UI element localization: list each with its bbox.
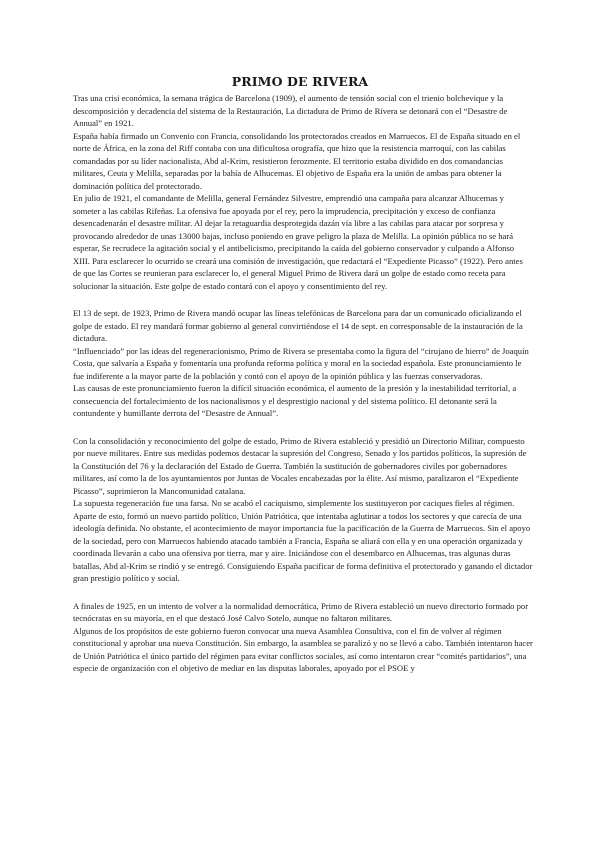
section-annual xyxy=(73,92,533,292)
section-directorio-civil xyxy=(73,600,533,675)
paragraph: Las causas de este pronunciamiento fueron la difícil situación económica, el aumento de la presión y la inestabilidad territorial, a consecuencia del fortalecimiento de los nacionalismos y el desprestigio nacional y del sistema político. El detonante será la contundente y humillante derrota del “Desastre de Annual”. xyxy=(73,383,517,418)
paragraph: El 13 de sept. de 1923, Primo de Rivera mandó ocupar las líneas telefónicas de Barcelona para dar un comunicado oficializando el golpe de estado. El rey mandará formar gobierno al general convirtiéndose el 14 de sept. en corresponsable de la instauración de la dictadura. xyxy=(73,308,523,343)
section-directorio-militar xyxy=(73,435,533,585)
paragraph: La supuesta regeneración fue una farsa. No se acabó el caciquismo, simplemente los sustituyeron por caciques fieles al régimen. Aparte de esto, formó un nuevo partido político, Unión Patriótica, que intentaba aglutinar a todos los sectores y que carecía de una ideología definida. No obstante, el acontecimiento de mayor importancia fue la pacificación de la Guerra de Marruecos. Sin el apoyo de la sociedad, pero con Marruecos habiendo atacado también a Francia, España se aliará con ella y en una operación organizada y coordinada llevarán a cabo una ofensiva por tierra, mar y aire. Iniciándose con el desembarco en Alhucemas, tras algunas duras batallas, Abd al-Krim se rindió y se entregó. Consiguiendo España pacificar de forma definitiva el protectorado y ganando el dictador gran prestigio político y social. xyxy=(73,498,533,583)
section-golpe xyxy=(73,307,533,420)
document-title: PRIMO DE RIVERA xyxy=(231,74,369,89)
paragraph: Algunos de los propósitos de este gobierno fueron convocar una nueva Asamblea Consultiva, con el fin de volver al régimen constitucional y aprobar una nueva Constitución. Sin embargo, la asamblea se paralizó y no se llevó a cabo. También intentaron hacer de Unión Patriótica el único partido del régimen para evitar conflictos sociales, así como intentaron crear “comités partidarios”, una especie de organización con el objetivo de mediar en las disputas laborales, apoyado por el PSOE y xyxy=(73,625,533,673)
paragraph: Tras una crisi económica, la semana trágica de Barcelona (1909), el aumento de tensión social con el trienio bolchevique y la descomposición y decadencia del sistema de la Restauración, La dictadura de Primo de Rivera se detonará con el “Desastre de Annual” en 1921. xyxy=(73,93,508,128)
paragraph: España había firmado un Convenio con Francia, consolidando los protectorados creados en Marruecos. El de España situado en el norte de África, en la zona del Riff contaba con una dificultosa orografía, que hizo que la resistencia marroquí, con las cabilas comandadas por su líder nacionalista, Abd al-Krim, resistieron ferozmente. El territorio estaba dividido en dos comandancias militares, Ceuta y Melilla, separadas por la bahía de Alhucemas. El objetivo de España era la unión de ambas para obtener la dominación política del protectorado. xyxy=(73,130,521,191)
paragraph: “Influenciado” por las ideas del regeneracionismo, Primo de Rivera se presentaba como la figura del “cirujano de hierro” de Joaquín Costa, que salvaría a España y fomentaría una profunda reforma política y moral en la sociedad española. Este pronunciamiento le fue indiferente a la mayor parte de la población y contó con el apoyo de la opinión pública y las fuerzas conservadoras. xyxy=(73,345,529,381)
document-body xyxy=(73,92,533,690)
paragraph: Con la consolidación y reconocimiento del golpe de estado, Primo de Rivera estableció y presidió un Directorio Militar, compuesto por nueve militares. Entre sus medidas podemos destacar la supresión del Congreso, Senado y los partidos políticos, la supresión de la Constitución del 76 y la declaración del Estado de Guerra. También la sustitución de gobernadores civiles por gobernadores militares, así como la de los ayuntamientos por Juntas de Vocales encabezadas por la élite. Así mismo, paralizaron el “Expediente Picasso”, suprimieron la Mancomunidad catalana. xyxy=(73,435,527,496)
paragraph: A finales de 1925, en un intento de volver a la normalidad democrática, Primo de Rivera estableció un nuevo directorio formado por tecnócratas en su mayoría, en el que destacó José Calvo Sotelo, aunque no faltaron militares. xyxy=(73,600,529,623)
paragraph: En julio de 1921, el comandante de Melilla, general Fernández Silvestre, emprendió una campaña para alcanzar Alhucemas y someter a las cabilas Rifeñas. La ofensiva fue apoyada por el rey, pero la imprudencia, precipitación y exceso de confianza desencadenarán el desastre militar. Al dejar la retaguardia desprotegida dazán vía libre a las cabilas para atacar por sorpresa y provocando alrededor de unas 13000 bajas, incluso poniendo en grave peligro la plaza de Melilla. La opinión pública no se hará esperar, Se recrudece la agitación social y el antibelicismo, precipitando la caída del gobierno conservador y culpando a Alfonso XIII. Para esclarecer lo ocurrido se creará una comisión de investigación, que redactará el “Expediente Picasso” (1922). Pero antes de que las Cortes se reunieran para esclarecer lo, el general Miguel Primo de Rivera dará un golpe de estado como receta para solucionar la situación. Este golpe de estado contará con el apoyo y consentimiento del rey. xyxy=(73,193,523,291)
